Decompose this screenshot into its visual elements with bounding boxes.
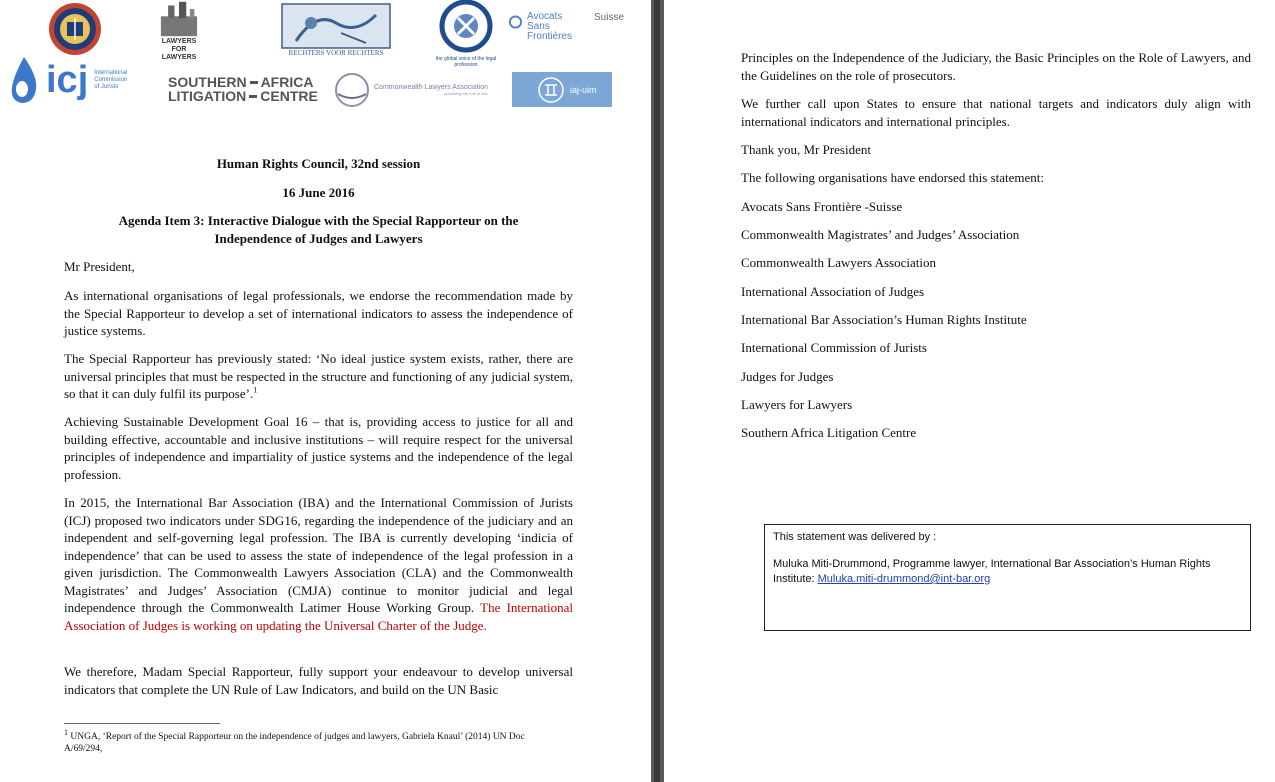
document-page-right bbox=[664, 0, 1275, 782]
icj-full-3: of Jurists bbox=[94, 83, 119, 90]
cla-logo bbox=[334, 70, 504, 110]
org-list-item: Avocats Sans Frontière -Suisse bbox=[741, 199, 903, 214]
iaj-uim-text: iaj-uim bbox=[570, 84, 597, 95]
paragraph-4-highlight: The International Association of Judges is working on updating the Universal Charter of the Judge. bbox=[64, 600, 573, 633]
footnote-ref: 1 bbox=[253, 385, 258, 395]
delivered-by-text bbox=[773, 557, 1233, 587]
iba-tagline: the global voice of the legal profession bbox=[435, 56, 497, 68]
org-list-item: Commonwealth Magistrates’ and Judges’ Association bbox=[741, 227, 1020, 242]
footnote-text: UNGA, ‘Report of the Special Rapporteur on the independence of judges and lawyers, Gabriela Knaul’ (2014) UN Doc A/69/294, bbox=[64, 732, 525, 754]
org-list-item: International Bar Association’s Human Rights Institute bbox=[741, 312, 1027, 327]
delivered-label: This statement was delivered by : bbox=[773, 531, 937, 543]
asf-name-1: Avocats bbox=[526, 11, 563, 22]
salutation: Mr President, bbox=[64, 259, 135, 274]
salc-text-2: AFRICA bbox=[260, 74, 314, 90]
asf-name-2: Sans bbox=[526, 21, 550, 32]
org-list-item: Southern Africa Litigation Centre bbox=[741, 425, 917, 440]
delivered-by-box bbox=[764, 524, 1251, 631]
iaj-seal-logo bbox=[44, 2, 106, 56]
page-gutter-edge bbox=[654, 0, 660, 782]
paragraph-3: Achieving Sustainable Development Goal 16 – that is, providing access to justice for all and building effective, accountable and inclusive institutions – will require respect for the universal principles of independence and impartiality of justice systems and the independence of the legal profession. bbox=[64, 414, 573, 482]
icj-full-1: International bbox=[94, 69, 128, 76]
salc-text-3: LITIGATION bbox=[168, 88, 247, 104]
footnote-number: 1 bbox=[64, 727, 68, 737]
asf-name-3: Frontières bbox=[526, 31, 572, 42]
org-list-item: Lawyers for Lawyers bbox=[741, 397, 853, 412]
agenda-heading-line2: Independence of Judges and Lawyers bbox=[214, 231, 423, 246]
agenda-heading-line1: Agenda Item 3: Interactive Dialogue with the Special Rapporteur on the bbox=[118, 213, 519, 228]
iaj-uim-logo bbox=[512, 72, 612, 107]
paragraph-states: We further call upon States to ensure that national targets and indicators duly align with international indicators and international principles. bbox=[741, 96, 1251, 129]
salc-logo bbox=[168, 74, 318, 104]
icj-letters: icj bbox=[46, 59, 89, 101]
asf-suisse-logo bbox=[508, 12, 624, 48]
paragraph-4 bbox=[64, 494, 573, 634]
paragraph-continued: Principles on the Independence of the Judiciary, the Basic Principles on the Role of Lawyers, and the Guidelines on the role of prosecutors. bbox=[741, 50, 1251, 83]
endorse-intro: The following organisations have endorsed this statement: bbox=[741, 170, 1045, 185]
paragraph-1: As international organisations of legal professionals, we endorse the recommendation made by the Special Rapporteur to develop a set of international indicators to assess the independence of justice systems. bbox=[64, 288, 573, 338]
lawyers-for-lawyers-logo bbox=[148, 0, 210, 62]
paragraph-2 bbox=[64, 350, 573, 403]
paragraph-5: We therefore, Madam Special Rapporteur, fully support your endeavour to develop universal indicators that complete the UN Rule of Law Indicators, and build on the UN Basic bbox=[64, 664, 573, 697]
iba-logo bbox=[430, 0, 502, 72]
email-link[interactable]: Muluka.miti-drummond@int-bar.org bbox=[817, 573, 991, 585]
date-heading: 16 June 2016 bbox=[282, 185, 355, 200]
thanks-line: Thank you, Mr President bbox=[741, 142, 871, 157]
cla-tagline: upholding the rule of law bbox=[444, 91, 488, 96]
footnote bbox=[64, 727, 564, 755]
salc-text-1: SOUTHERN bbox=[168, 74, 247, 90]
org-list-item: Judges for Judges bbox=[741, 369, 834, 384]
rechters-voor-rechters-logo bbox=[280, 3, 392, 59]
cla-name: Commonwealth Lawyers Association bbox=[374, 84, 488, 91]
lawyers-for-lawyers-text: LAWYERS FOR LAWYERS bbox=[161, 38, 197, 61]
org-list-item: International Association of Judges bbox=[741, 284, 925, 299]
salc-text-4: CENTRE bbox=[260, 88, 318, 104]
page-gutter bbox=[651, 0, 664, 782]
icj-full-2: Commission bbox=[94, 76, 128, 83]
org-list-item: International Commission of Jurists bbox=[741, 340, 927, 355]
org-list-item: Commonwealth Lawyers Association bbox=[741, 255, 936, 270]
paragraph-2-text: The Special Rapporteur has previously stated: ‘No ideal justice system exists, rather, there are universal principles that must be respected in the structure and functioning of any judicial system, so that it can duly fulfil its purpose’. bbox=[64, 351, 573, 401]
session-heading: Human Rights Council, 32nd session bbox=[216, 156, 421, 171]
asf-country: Suisse bbox=[593, 12, 624, 23]
delivered-by-name: Muluka Miti-Drummond, Programme lawyer, International Bar Association’s Human Rights Institute: bbox=[773, 558, 1211, 585]
footnote-separator bbox=[64, 723, 220, 724]
agenda-heading bbox=[92, 212, 545, 248]
paragraph-4-text: In 2015, the International Bar Association (IBA) and the International Commission of Jurists (ICJ) proposed two indicators under SDG16, regarding the independence of the judiciary and an independent and self-governing legal profession. The IBA is currently developing ‘indicia of independence’ that can be used to assess the state of independence of the legal profession in a given jurisdiction. The Commonwealth Lawyers Association (CLA) and the Commonwealth Magistrates’ and Judges’ Association (CMJA) continue to monitor judicial and legal independence through the Commonwealth Latimer House Working Group. bbox=[64, 495, 573, 615]
rechters-text: RECHTERS VOOR RECHTERS bbox=[288, 49, 384, 57]
icj-logo bbox=[6, 54, 146, 106]
